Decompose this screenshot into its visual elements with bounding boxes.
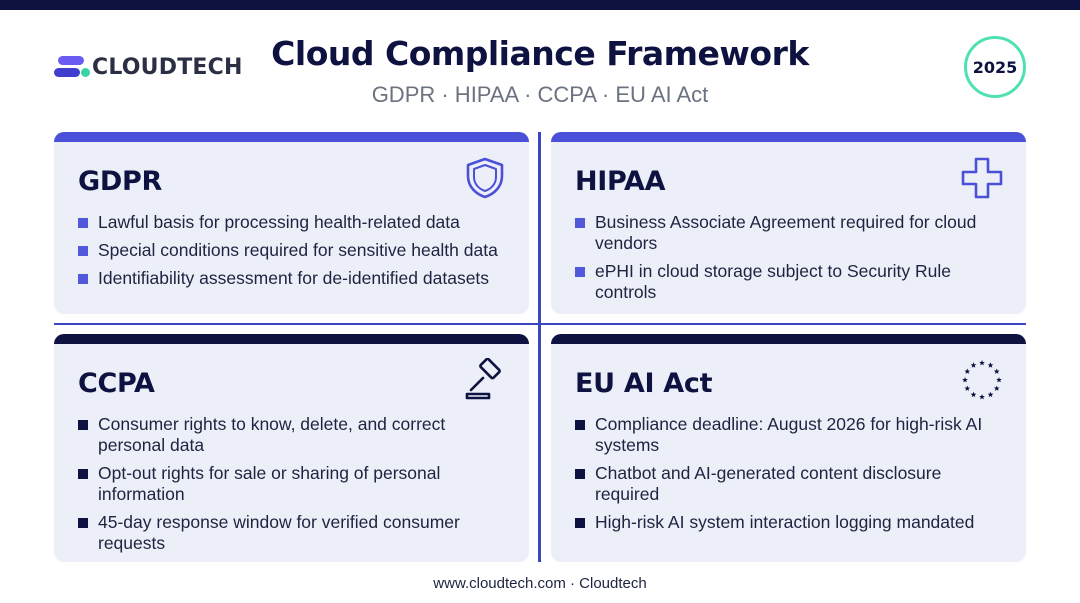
card-gdpr <box>54 132 529 314</box>
star-shape <box>971 392 977 397</box>
card-accent-strip <box>54 334 529 344</box>
star-shape <box>988 392 994 397</box>
card-accent-strip <box>54 132 529 142</box>
card-title: EU AI Act <box>575 368 713 399</box>
list-item: Chatbot and AI-generated content disclosure required <box>575 463 996 505</box>
star-shape <box>988 362 994 367</box>
star-shape <box>979 394 985 399</box>
list-item: Compliance deadline: August 2026 for high-risk AI systems <box>575 414 996 456</box>
card-eu-ai-act <box>551 334 1026 562</box>
top-accent-bar <box>0 0 1080 10</box>
star-shape <box>962 377 968 382</box>
page-title: Cloud Compliance Framework <box>271 34 809 73</box>
star-shape <box>994 386 1000 391</box>
year-badge: 2025 <box>964 36 1026 98</box>
footer-text: www.cloudtech.com · Cloudtech <box>433 575 647 592</box>
cloudtech-logo <box>54 52 243 82</box>
list-item: 45-day response window for verified consumer requests <box>78 512 499 554</box>
medical-cross-icon <box>960 156 1004 200</box>
card-list <box>78 414 499 561</box>
card-title: CCPA <box>78 368 155 399</box>
eu-stars-icon <box>960 358 1004 402</box>
card-list <box>575 414 996 540</box>
list-item: Consumer rights to know, delete, and correct personal data <box>78 414 499 456</box>
list-item: Lawful basis for processing health-related data <box>78 212 499 233</box>
list-item: High-risk AI system interaction logging mandated <box>575 512 996 533</box>
gavel-icon <box>463 358 507 402</box>
horizontal-divider <box>54 323 1026 325</box>
star-shape <box>996 377 1002 382</box>
list-item: Opt-out rights for sale or sharing of personal information <box>78 463 499 505</box>
star-shape <box>964 369 970 374</box>
card-list <box>575 212 996 310</box>
list-item: Special conditions required for sensitive health data <box>78 240 499 261</box>
shield-icon <box>463 156 507 200</box>
logo-text: CLOUDTECH <box>92 54 243 80</box>
star-shape <box>994 369 1000 374</box>
card-accent-strip <box>551 334 1026 344</box>
card-ccpa <box>54 334 529 562</box>
card-accent-strip <box>551 132 1026 142</box>
star-shape <box>964 386 970 391</box>
page-subtitle: GDPR · HIPAA · CCPA · EU AI Act <box>371 82 709 107</box>
list-item: ePHI in cloud storage subject to Security Rule controls <box>575 261 996 303</box>
list-item: Business Associate Agreement required for cloud vendors <box>575 212 996 254</box>
card-hipaa <box>551 132 1026 314</box>
card-list <box>78 212 499 296</box>
card-title: GDPR <box>78 166 162 197</box>
list-item: Identifiability assessment for de-identified datasets <box>78 268 499 289</box>
card-title: HIPAA <box>575 166 666 197</box>
star-shape <box>971 362 977 367</box>
vertical-divider <box>538 132 541 562</box>
star-shape <box>979 360 985 365</box>
logo-mark-icon <box>54 54 90 80</box>
